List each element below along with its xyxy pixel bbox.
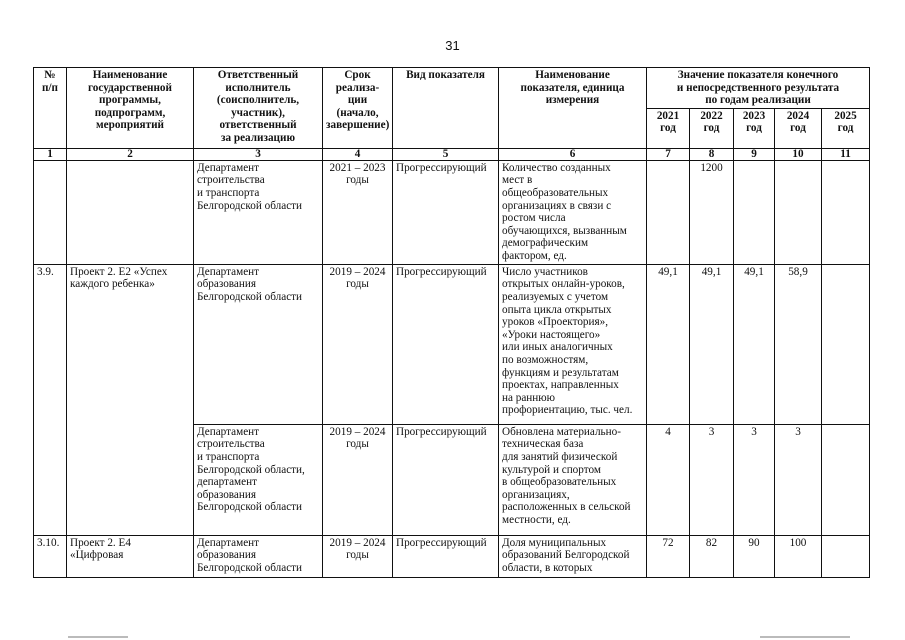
header-year-2025: 2025 год: [822, 108, 870, 148]
row-indicator-name: Количество созданных мест в общеобразовательных организациях в связи с ростом числа обучающихся, вызванным демографическим фактором, ед.: [499, 160, 647, 264]
column-numbers-row: [34, 148, 870, 160]
row-term: 2021 – 2023 годы: [323, 160, 393, 264]
row-indicator-type: Прогрессирующий: [393, 160, 499, 264]
row-executor: Департамент строительства и транспорта Белгородской области, департамент образования Белгородской области: [194, 424, 323, 535]
row-indicator-type: Прогрессирующий: [393, 424, 499, 535]
program-indicators-table: [33, 67, 870, 578]
table-row: [34, 535, 870, 577]
row-value-2025: [822, 264, 870, 424]
header-num: № п/п: [34, 68, 67, 149]
header-year-2021: 2021 год: [647, 108, 690, 148]
header-executor: Ответственный исполнитель (соисполнитель, участник), ответственный за реализацию: [194, 68, 323, 149]
row-value-2022: 1200: [690, 160, 734, 264]
row-value-2025: [822, 160, 870, 264]
header-row-1: [34, 68, 870, 109]
header-program-name: Наименование государственной программы, подпрограмм, мероприятий: [67, 68, 194, 149]
row-number: [34, 160, 67, 264]
row-executor: Департамент строительства и транспорта Белгородской области: [194, 160, 323, 264]
header-year-2024: 2024 год: [775, 108, 822, 148]
column-number: 11: [822, 148, 870, 160]
scan-artifact: [760, 636, 850, 638]
column-number: 2: [67, 148, 194, 160]
column-number: 3: [194, 148, 323, 160]
row-value-2024: [775, 160, 822, 264]
row-value-2023: [734, 160, 775, 264]
column-number: 6: [499, 148, 647, 160]
table-row: [34, 160, 870, 264]
row-term: 2019 – 2024 годы: [323, 424, 393, 535]
column-number: 8: [690, 148, 734, 160]
row-value-2023: 49,1: [734, 264, 775, 424]
scan-artifact: [68, 636, 128, 638]
row-value-2021: [647, 160, 690, 264]
row-value-2021: 49,1: [647, 264, 690, 424]
row-executor: Департамент образования Белгородской области: [194, 264, 323, 424]
column-number: 10: [775, 148, 822, 160]
column-number: 5: [393, 148, 499, 160]
header-values-group: Значение показателя конечного и непосредственного результата по годам реализации: [647, 68, 870, 109]
row-executor: Департамент образования Белгородской области: [194, 535, 323, 577]
column-number: 7: [647, 148, 690, 160]
row-program-name: Проект 2. Е2 «Успех каждого ребенка»: [67, 264, 194, 535]
row-indicator-type: Прогрессирующий: [393, 264, 499, 424]
row-value-2025: [822, 424, 870, 535]
row-value-2024: 58,9: [775, 264, 822, 424]
header-indicator-name: Наименование показателя, единица измерения: [499, 68, 647, 149]
row-value-2021: 72: [647, 535, 690, 577]
row-value-2024: 3: [775, 424, 822, 535]
row-number: 3.10.: [34, 535, 67, 577]
row-program-name: Проект 2. Е4 «Цифровая: [67, 535, 194, 577]
row-number: 3.9.: [34, 264, 67, 535]
row-value-2022: 3: [690, 424, 734, 535]
header-year-2023: 2023 год: [734, 108, 775, 148]
row-value-2025: [822, 535, 870, 577]
row-value-2022: 49,1: [690, 264, 734, 424]
table-row: [34, 264, 870, 424]
row-value-2021: 4: [647, 424, 690, 535]
row-indicator-type: Прогрессирующий: [393, 535, 499, 577]
column-number: 1: [34, 148, 67, 160]
column-number: 4: [323, 148, 393, 160]
header-term: Срок реализа- ции (начало, завершение): [323, 68, 393, 149]
row-indicator-name: Доля муниципальных образований Белгородской области, в которых: [499, 535, 647, 577]
row-indicator-name: Число участников открытых онлайн-уроков, реализуемых с учетом опыта цикла открытых уроков «Проектория», «Уроки настоящего» или иных аналогичных по возможностям, функциям и результатам проектах, направленных на раннюю профориентацию, тыс. чел.: [499, 264, 647, 424]
row-program-name: [67, 160, 194, 264]
row-value-2024: 100: [775, 535, 822, 577]
header-year-2022: 2022 год: [690, 108, 734, 148]
page-number: 31: [445, 38, 460, 53]
row-term: 2019 – 2024 годы: [323, 535, 393, 577]
row-value-2023: 90: [734, 535, 775, 577]
header-indicator-type: Вид показателя: [393, 68, 499, 149]
column-number: 9: [734, 148, 775, 160]
row-value-2023: 3: [734, 424, 775, 535]
row-indicator-name: Обновлена материально- техническая база для занятий физической культурой и спортом в общеобразовательных организациях, расположенных в сельской местности, ед.: [499, 424, 647, 535]
row-term: 2019 – 2024 годы: [323, 264, 393, 424]
row-value-2022: 82: [690, 535, 734, 577]
